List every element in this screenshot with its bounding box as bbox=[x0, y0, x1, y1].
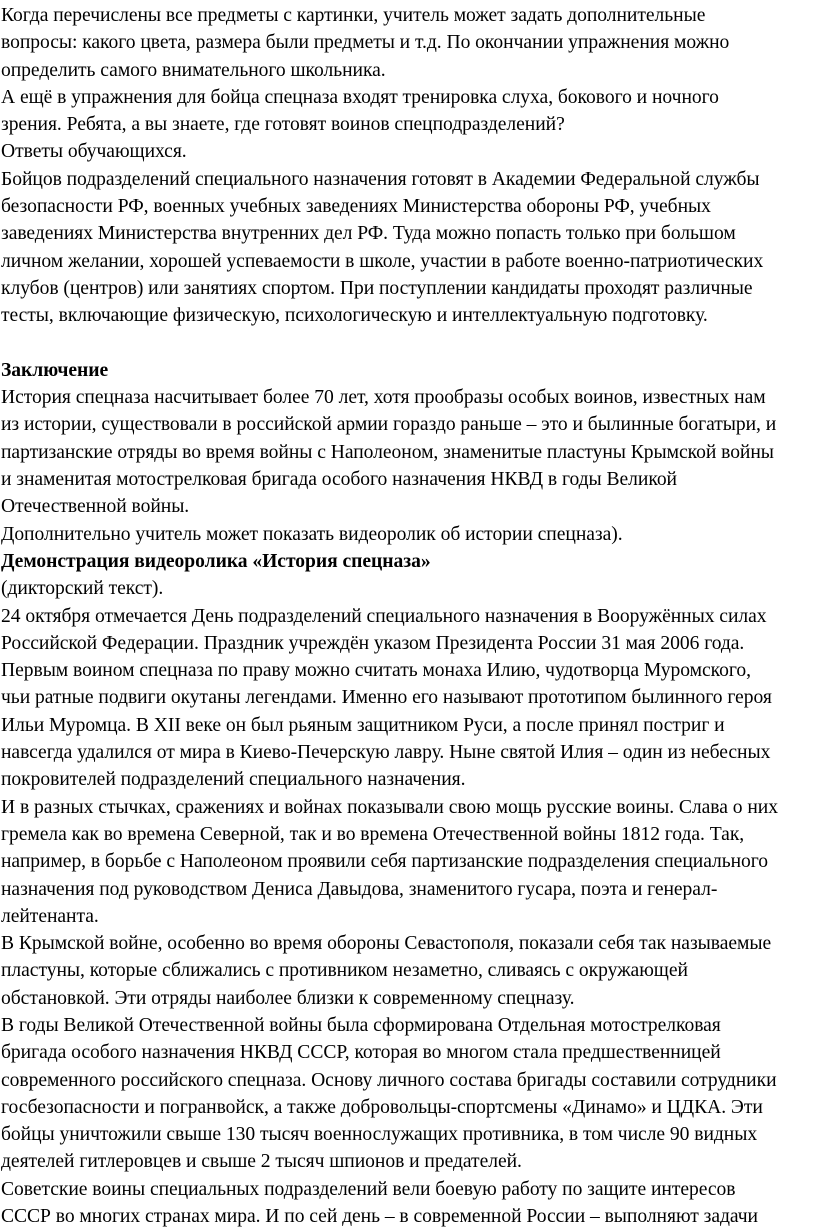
text-line: деятелей гитлеровцев и свыше 2 тысяч шпионов и предателей. bbox=[1, 1151, 522, 1173]
text-line: Ильи Муромца. В XII веке он был рьяным защитником Руси, а после принял постриг и bbox=[1, 714, 725, 736]
text-line: История спецназа насчитывает более 70 лет, хотя прообразы особых воинов, известных нам bbox=[1, 387, 766, 409]
text-line: клубов (центров) или занятиях спортом. При поступлении кандидаты проходят различные bbox=[1, 277, 753, 299]
text-line: навсегда удалился от мира в Киево-Печерскую лавру. Ныне святой Илия – один из небесных bbox=[1, 742, 771, 764]
text-line: И в разных стычках, сражениях и войнах показывали свою мощь русские воины. Слава о них bbox=[1, 796, 778, 818]
text-line: тесты, включающие физическую, психологическую и интеллектуальную подготовку. bbox=[1, 305, 708, 327]
heading-text: Демонстрация видеоролика «История спецназа» bbox=[1, 550, 431, 572]
text-line: личном желании, хорошей успеваемости в школе, участии в работе военно-патриотических bbox=[1, 250, 764, 272]
text-line: 24 октября отмечается День подразделений специального назначения в Вооружённых силах bbox=[1, 605, 767, 627]
text-line: гремела как во времена Северной, так и во времена Отечественной войны 1812 года. Так, bbox=[1, 823, 745, 845]
text-line: покровителей подразделений специального назначения. bbox=[1, 769, 466, 791]
heading-text: Заключение bbox=[1, 359, 109, 381]
text-line: Российской Федерации. Праздник учреждён указом Президента России 31 мая 2006 года. bbox=[1, 632, 745, 654]
text-line: Бойцов подразделений специального назначения готовят в Академии Федеральной службы bbox=[1, 168, 760, 190]
text-line: Ответы обучающихся. bbox=[1, 141, 187, 163]
paragraph-describe-objects bbox=[1, 2, 812, 84]
paragraph-student-answers bbox=[1, 138, 812, 165]
text-line: партизанские отряды во время войны с Наполеоном, знаменитые пластуны Крымской войны bbox=[1, 441, 774, 463]
heading-conclusion bbox=[1, 357, 812, 384]
paragraph-russian-warriors bbox=[1, 794, 812, 930]
blank-line bbox=[1, 330, 812, 357]
text-line: (дикторский текст). bbox=[1, 578, 164, 600]
paragraph-crimean-war bbox=[1, 930, 812, 1012]
text-line: например, в борьбе с Наполеоном проявили себя партизанские подразделения специального bbox=[1, 851, 769, 873]
text-line: Первым воином спецназа по праву можно считать монаха Илию, чудотворца Муромского, bbox=[1, 660, 751, 682]
text-line: СССР во многих странах мира. И по сей день – в современной России – выполняют задачи bbox=[1, 1206, 758, 1228]
text-line: бойцы уничтожили свыше 130 тысяч военнослужащих противника, в том числе 90 видных bbox=[1, 1124, 758, 1146]
text-line: чьи ратные подвиги окутаны легендами. Именно его называют прототипом былинного героя bbox=[1, 687, 772, 709]
text-line: вопросы: какого цвета, размера были предметы и т.д. По окончании упражнения можно bbox=[1, 32, 730, 54]
paragraph-nkvd-brigade bbox=[1, 1012, 812, 1176]
text-line: Советские воины специальных подразделений вели боевую работу по защите интересов bbox=[1, 1178, 736, 1200]
text-line: В Крымской войне, особенно во время обороны Севастополя, показали себя так называемые bbox=[1, 933, 772, 955]
text-line: зрения. Ребята, а вы знаете, где готовят воинов спецподразделений? bbox=[1, 114, 565, 136]
text-line: лейтенанта. bbox=[1, 905, 99, 927]
text-line: назначения под руководством Дениса Давыдова, знаменитого гусара, поэта и генерал- bbox=[1, 878, 718, 900]
text-line: Дополнительно учитель может показать видеоролик об истории спецназа). bbox=[1, 523, 623, 545]
text-line: заведениях Министерства внутренних дел РФ. Туда можно попасть только при большом bbox=[1, 223, 736, 245]
text-line: современного российского спецназа. Основу личного состава бригады составили сотрудники bbox=[1, 1069, 777, 1091]
text-line: безопасности РФ, военных учебных заведениях Министерства обороны РФ, учебных bbox=[1, 196, 711, 218]
text-line: определить самого внимательного школьника. bbox=[1, 59, 386, 81]
text-line: из истории, существовали в российской армии гораздо раньше – это и былинные богатыри, и bbox=[1, 414, 777, 436]
text-line: пластуны, которые сближались с противником незаметно, сливаясь с окружающей bbox=[1, 960, 688, 982]
paragraph-academies bbox=[1, 166, 812, 330]
text-line: В годы Великой Отечественной войны была сформирована Отдельная мотострелковая bbox=[1, 1014, 721, 1036]
text-line: госбезопасности и погранвойск, а также добровольцы-спортсмены «Динамо» и ЦДКА. Эти bbox=[1, 1096, 763, 1118]
text-line: бригада особого назначения НКВД СССР, которая во многом стала предшественницей bbox=[1, 1042, 721, 1064]
paragraph-training-question bbox=[1, 84, 812, 139]
paragraph-history bbox=[1, 384, 812, 520]
text-line: Отечественной войны. bbox=[1, 496, 190, 518]
text-line: и знаменитая мотострелковая бригада особого назначения НКВД в годы Великой bbox=[1, 469, 677, 491]
text-line: обстановкой. Эти отряды наиболее близки к современному спецназу. bbox=[1, 987, 575, 1009]
paragraph-video-note bbox=[1, 521, 812, 548]
heading-video-demo bbox=[1, 548, 812, 575]
paragraph-special-forces-day bbox=[1, 603, 812, 794]
text-line: Когда перечислены все предметы с картинки, учитель может задать дополнительные bbox=[1, 5, 706, 26]
text-line: А ещё в упражнения для бойца спецназа входят тренировка слуха, бокового и ночного bbox=[1, 86, 719, 108]
paragraph-narrator-note bbox=[1, 575, 812, 602]
